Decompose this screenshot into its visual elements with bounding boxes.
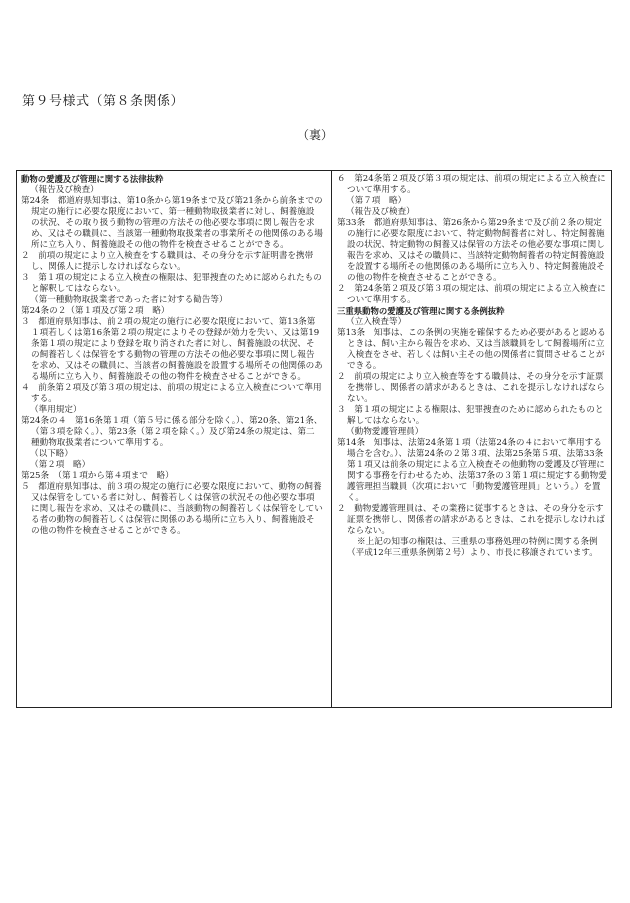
omitted-below: （以下略） [30, 449, 73, 459]
article-25-para-6: ６ 第24条第２項及び第３項の規定は、前項の規定による立入検査について準用する。 [337, 174, 606, 195]
article-24: 第24条 都道府県知事は、第10条から第19条まで及び第21条から前条までの規定の施行に必要な限度において、第一種動物取扱業者に対し、飼養施設の状況、その取り扱う動物の管理の方法その他必要な事項に関し報告を求め、又はその職員に、当該第一種動物取扱業者の事業所その他関係のある場所に立ち入り、飼養施設その他の物件を検査させることができる。 [21, 196, 323, 250]
ordinance-article-13-para-3: ３ 第１項の規定による権限は、犯罪捜査のために認められたものと解してはならない。 [337, 405, 604, 426]
column-divider [331, 171, 332, 707]
omitted-para-7: （第７項 略） [346, 196, 407, 206]
authority-transfer-note: ※上記の知事の権限は、三重県の事務処理の特例に関する条例（平成12年三重県条例第２号）より、市長に移譲されています。 [347, 537, 598, 558]
article-24-4: 第24条の４ 第16条第１項（第５号に係る部分を除く。）、第20条、第21条、（第３項を除く。）、第23条（第２項を除く。）及び第24条の規定は、第二種動物取扱業者について準用する。 [21, 416, 323, 448]
caption-report-inspection-2: （報告及び検査） [346, 207, 415, 217]
article-24-para-2: ２ 前項の規定により立入検査をする職員は、その身分を示す証明書を携帯し、関係人に提示しなければならない。 [21, 251, 314, 272]
article-24-para-3: ３ 第１項の規定による立入検査の権限は、犯罪捜査のために認められたものと解釈してはならない。 [21, 273, 322, 294]
article-24-2-para-4: ４ 前条第２項及び第３項の規定は、前項の規定による立入検査について準用する。 [21, 383, 322, 404]
ordinance-article-13-para-2: ２ 前項の規定により立入検査等をする職員は、その身分を示す証票を携帯し、関係者の請求があるときは、これを提示しなければならない。 [337, 372, 605, 404]
article-25-para-5: ５ 都道府県知事は、前３項の規定の施行に必要な限度において、動物の飼養又は保管をしている者に対し、飼養若しくは保管の状況その他必要な事項に関し報告を求め、又はその職員に、当該動物の飼養若しくは保管をしている者の動物の飼養若しくは保管に関係のある場所に立ち入り、飼養施設その他の物件を検査させることができる。 [21, 482, 323, 536]
article-25: 第25条 （第１項から第４項まで 略） [21, 471, 174, 481]
caption-animal-welfare-officer: （動物愛護管理員） [346, 427, 424, 437]
animal-welfare-act-heading: 動物の愛護及び管理に関する法律抜粋 [21, 174, 164, 184]
caption-former-operator-advice: （第一種動物取扱業者であった者に対する勧告等） [30, 295, 228, 305]
prefectural-ordinance-heading: 三重県動物の愛護及び管理に関する条例抜粋 [337, 306, 505, 316]
article-24-2: 第24条の２（第１項及び第２項 略） [21, 306, 170, 316]
article-33-para-2: ２ 第24条第２項及び第３項の規定は、前項の規定による立入検査について準用する。 [337, 284, 606, 305]
ordinance-article-13: 第13条 知事は、この条例の実施を確保するため必要があると認めるときは、飼い主から報告を求め、又は当該職員をして飼養場所に立入検査をさせ、若しくは飼い主その他の関係者に質問させることができる。 [337, 328, 606, 371]
statute-excerpt-frame [16, 170, 612, 708]
article-24-2-para-3: ３ 都道府県知事は、前２項の規定の施行に必要な限度において、第13条第１項若しくは第16条第２項の規定によりその登録が効力を失い、又は第19条第１項の規定により登録を取り消された者に対し、飼養施設の状況、その飼養若しくは保管をする動物の管理の方法その他必要な事項に関し報告を求め、又はその職員に、当該者の飼養施設を設置する場所その他関係のある場所に立ち入り、飼養施設その他の物件を検査させることができる。 [21, 317, 323, 382]
right-column [337, 174, 607, 559]
left-column [21, 174, 323, 537]
article-33: 第33条 都道府県知事は、第26条から第29条まで及び前２条の規定の施行に必要な限度において、特定動物飼養者に対し、特定飼養施設の状況、特定動物の飼養又は保管の方法その他必要な事項に関し報告を求め、又はその職員に、当該特定動物飼養者の特定飼養施設を設置する場所その他関係のある場所に立ち入り、特定飼養施設その他の物件を検査させることができる。 [337, 218, 605, 283]
ordinance-article-14-para-2: ２ 動物愛護管理員は、その業務に従事するときは、その身分を示す証票を携帯し、関係者の請求があるときは、これを提示しなければならない。 [337, 504, 605, 536]
caption-application-provision: （準用規定） [30, 405, 82, 415]
omitted-para-2: （第２項 略） [30, 460, 91, 470]
side-label: （裏） [296, 128, 333, 142]
caption-report-inspection: （報告及び検査） [30, 185, 99, 195]
ordinance-article-14: 第14条 知事は、法第24条第１項（法第24条の４において準用する場合を含む。）、法第24条の２第３項、法第25条第５項、法第33条第１項又は前条の規定による立入検査その他動物の愛護及び管理に関する事務を行わせるため、法第37条の３第１項に規定する動物愛護管理担当職員（次項において「動物愛護管理員」という。）を置く。 [337, 438, 607, 503]
caption-on-site-inspection: （立入検査等） [346, 317, 407, 327]
form-title: 第９号様式（第８条関係） [22, 94, 185, 109]
